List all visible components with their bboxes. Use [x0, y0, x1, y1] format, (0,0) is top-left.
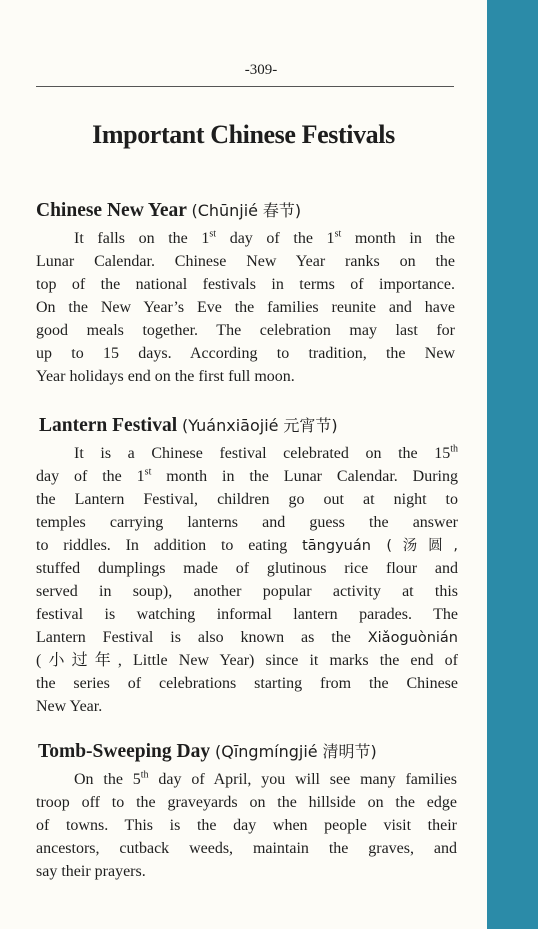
section-body	[36, 768, 457, 883]
section-heading	[39, 413, 458, 437]
body-line: Lunar Calendar. Chinese New Year ranks on the	[36, 253, 455, 270]
body-line: ancestors, cutback weeds, maintain the graves, and	[36, 840, 457, 857]
heading-pinyin: (Yuánxiāojié	[181, 416, 279, 435]
body-line: up to 15 days. According to tradition, the New	[36, 345, 455, 362]
body-line: top of the national festivals in terms of importance.	[36, 276, 455, 293]
body-line: New Year.	[36, 698, 103, 715]
heading-hanzi: 元宵节)	[283, 416, 338, 435]
body-line: say their prayers.	[36, 863, 146, 880]
body-line: good meals together. The celebration may last for	[36, 322, 455, 339]
page-title: Important Chinese Festivals	[92, 120, 395, 149]
body-line: troop off to the graveyards on the hillside on the edge	[36, 794, 457, 811]
body-line: of towns. This is the day when people visit their	[36, 817, 457, 834]
body-line: served in soup), another popular activity at this	[36, 583, 458, 600]
body-line: On the 5th day of April, you will see many families	[74, 769, 457, 788]
section-heading	[36, 198, 455, 222]
section-lantern-festival	[36, 413, 459, 718]
heading-hanzi: 清明节)	[322, 742, 377, 761]
heading-pinyin: (Chūnjié	[191, 201, 259, 220]
body-line: to riddles. In addition to eating tāngyuán (汤圆,	[36, 537, 459, 554]
body-line: It is a Chinese festival celebrated on the 15th	[74, 443, 458, 462]
body-line: the series of celebrations starting from the Chinese	[36, 675, 458, 692]
body-line: day of the 1st month in the Lunar Calendar. During	[36, 466, 458, 485]
header-rule	[36, 86, 454, 87]
section-chinese-new-year	[36, 198, 455, 388]
body-line: Lantern Festival is also known as the Xiǎoguònián	[36, 629, 458, 646]
body-line: On the New Year’s Eve the families reunite and have	[36, 299, 455, 316]
body-line: Year holidays end on the first full moon.	[36, 368, 295, 385]
heading-pinyin: (Qīngmíngjié	[214, 742, 318, 761]
body-line: the Lantern Festival, children go out at night to	[36, 491, 458, 508]
section-heading	[38, 739, 457, 763]
heading-english: Lantern Festival	[39, 415, 178, 436]
heading-english: Tomb-Sweeping Day	[38, 741, 211, 762]
page-edge-tab	[487, 0, 538, 929]
body-line: (小过年, Little New Year) since it marks the end of	[36, 652, 458, 669]
section-body	[36, 442, 458, 718]
body-line: temples carrying lanterns and guess the answer	[36, 514, 458, 531]
body-line: It falls on the 1st day of the 1st month in the	[74, 228, 456, 247]
section-body	[36, 227, 455, 388]
heading-english: Chinese New Year	[36, 200, 187, 221]
body-line: stuffed dumplings made of glutinous rice flour and	[36, 560, 458, 577]
heading-hanzi: 春节)	[262, 201, 302, 220]
page-number: -309-	[244, 62, 278, 78]
body-line: festival is watching informal lantern parades. The	[36, 606, 458, 623]
section-tomb-sweeping-day	[38, 739, 457, 883]
